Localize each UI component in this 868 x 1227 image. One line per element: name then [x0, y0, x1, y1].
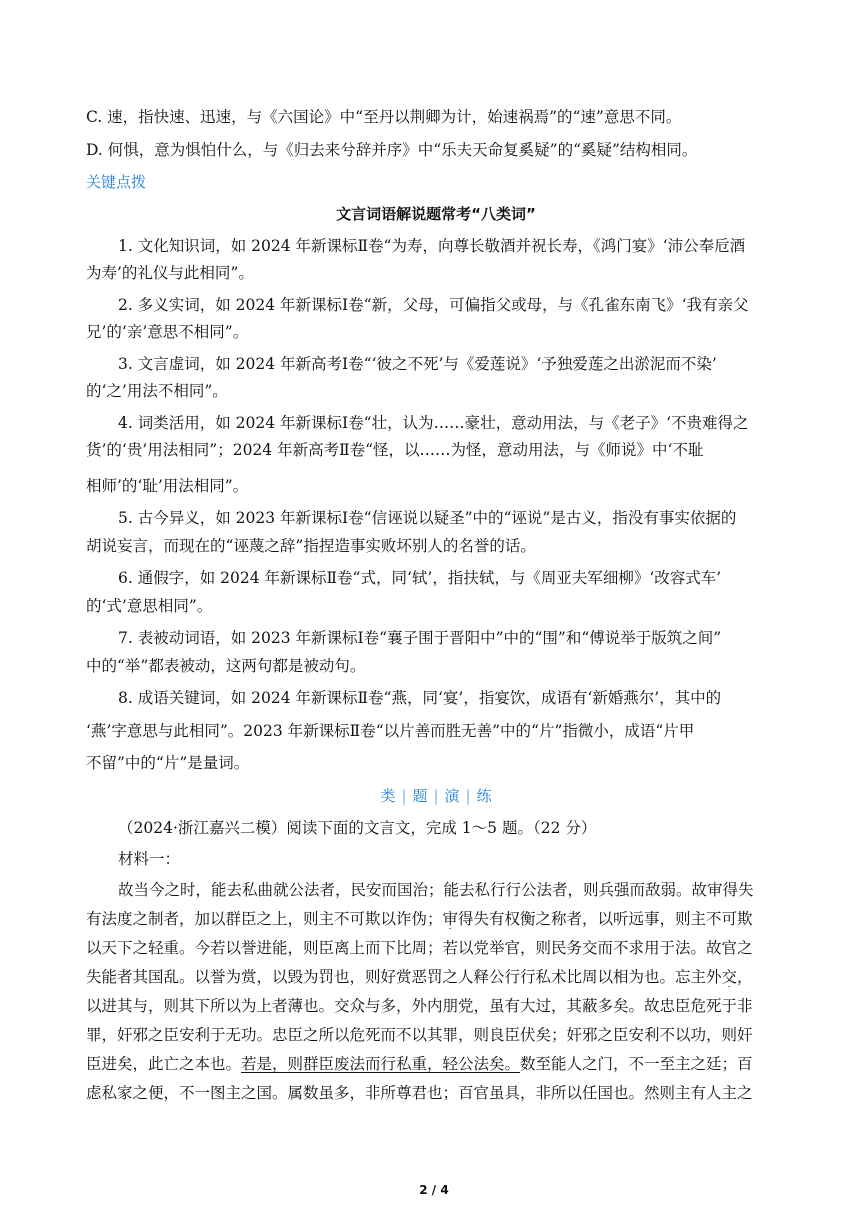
item-3-line-1: 3. 文言虚词，如 2024 年新高考Ⅰ卷“‘彼之不死’与《爱莲说》‘予独爱莲之出淤泥而不染’: [118, 355, 717, 373]
item-4-line-2: 货’的‘贵’用法相同”；2024 年新高考Ⅱ卷“怪，以……为怪，意动用法，与《师说》中‘不耻: [86, 441, 704, 459]
passage-line-2: 有法度之制者，加以群臣之上，则主不可欺以诈伪；审得失有权衡之称者，以听远事，则主不可欺: [86, 910, 753, 928]
item-4-line-1: 4. 词类活用，如 2024 年新课标Ⅰ卷“壮，认为……豪壮，意动用法，与《老子》‘不贵难得之: [118, 414, 749, 432]
item-7-line-1: 7. 表被动词语，如 2023 年新课标Ⅰ卷“襄子围于晋阳中”中的“围”和“傅说举于版筑之间”: [118, 629, 722, 647]
item-2-line-2: 兄’的‘亲’意思不相同”。: [86, 323, 249, 341]
page-number: 2 / 4: [419, 1183, 449, 1197]
item-7-line-2: 中的“举”都表被动，这两句都是被动句。: [86, 657, 366, 675]
key-points-label: 关键点拨: [86, 173, 147, 191]
item-4-line-3: 相师’的‘耻’用法相同”。: [86, 477, 249, 495]
item-1-line-2: 为寿’的礼仪与此相同”。: [86, 264, 254, 282]
passage-line-6: 罪，奸邪之臣安利于无功。忠臣之所以危死而不以其罪，则良臣伏矣；奸邪之臣安利不以功，则奸: [86, 1026, 753, 1044]
question-intro: （2024·浙江嘉兴二模）阅读下面的文言文，完成 1～5 题。（22 分）: [118, 819, 597, 837]
emphasis-char: 审: [442, 910, 459, 928]
emphasis-char: 交: [721, 968, 738, 986]
item-8-line-1: 8. 成语关键词，如 2024 年新课标Ⅱ卷“燕，同‘宴’，指宴饮，成语有‘新婚燕尔’，其中的: [118, 689, 722, 707]
section-title-char-4: 练: [476, 787, 492, 805]
item-5-line-1: 5. 古今异义，如 2023 年新课标Ⅰ卷“信诬说以疑圣”中的“诬说”是古义，指没有事实依据的: [118, 509, 737, 527]
item-8-line-3: 不留”中的“片”是量词。: [86, 754, 250, 772]
section-title-char-1: 类: [380, 787, 396, 805]
option-d: D. 何惧，意为惧怕什么，与《归去来兮辞并序》中“乐夫天命复奚疑”的“奚疑”结构相同。: [86, 141, 698, 159]
section-title-char-2: 题: [412, 787, 428, 805]
item-5-line-2: 胡说妄言，而现在的“诬蔑之辞”指捏造事实败坏别人的名誉的话。: [86, 537, 536, 555]
passage-line-7: 臣进矣，此亡之本也。若是，则群臣废法而行私重，轻公法矣。数至能人之门，不一至主之廷；百: [86, 1055, 753, 1073]
option-c: C. 速，指快速、迅速，与《六国论》中“至丹以荆卿为计，始速祸焉”的“速”意思不同。: [86, 108, 682, 126]
item-8-line-2: ‘燕’字意思与此相同”。2023 年新课标Ⅱ卷“以片善而胜无善”中的“片”指微小，成语“片甲: [86, 722, 695, 740]
section-title: 类 | 题 | 演 | 练: [380, 787, 492, 805]
item-6-line-2: 的‘式’意思相同”。: [86, 597, 213, 615]
passage-line-5: 以进其与，则其下所以为上者薄也。交众与多，外内朋党，虽有大过，其蔽多矣。故忠臣危死于非: [86, 997, 753, 1015]
box-title: 文言词语解说题常考“八类词”: [336, 205, 536, 223]
item-6-line-1: 6. 通假字，如 2024 年新课标Ⅱ卷“式，同‘轼’，指扶轼，与《周亚夫军细柳》‘改容式车’: [118, 569, 722, 587]
passage-line-3: 以天下之轻重。今若以誉进能，则臣离上而下比周；若以党举官，则民务交而不求用于法。故官之: [86, 939, 753, 957]
passage-line-4: 失能者其国乱。以誉为赏，以毁为罚也，则好赏恶罚之人释公行行私术比周以相为也。忘主外交，: [86, 968, 753, 986]
underlined-sentence: 若是，则群臣废法而行私重，轻公法矣。: [241, 1055, 521, 1073]
passage-line-1: 故当今之时，能去私曲就公法者，民安而国治；能去私行行公法者，则兵强而敌弱。故审得失: [118, 881, 754, 899]
material-label: 材料一：: [118, 850, 181, 868]
item-3-line-2: 的‘之’用法不相同”。: [86, 382, 228, 400]
passage-line-8: 虑私家之便，不一图主之国。属数虽多，非所尊君也；百官虽具，非所以任国也。然则主有人主之: [86, 1084, 753, 1102]
item-1-line-1: 1. 文化知识词，如 2024 年新课标Ⅱ卷“为寿，向尊长敬酒并祝长寿，《鸿门宴》‘沛公奉卮酒: [118, 237, 746, 255]
section-title-char-3: 演: [444, 787, 460, 805]
item-2-line-1: 2. 多义实词，如 2024 年新课标Ⅰ卷“新，父母，可偏指父或母，与《孔雀东南飞》‘我有亲父: [118, 296, 749, 314]
